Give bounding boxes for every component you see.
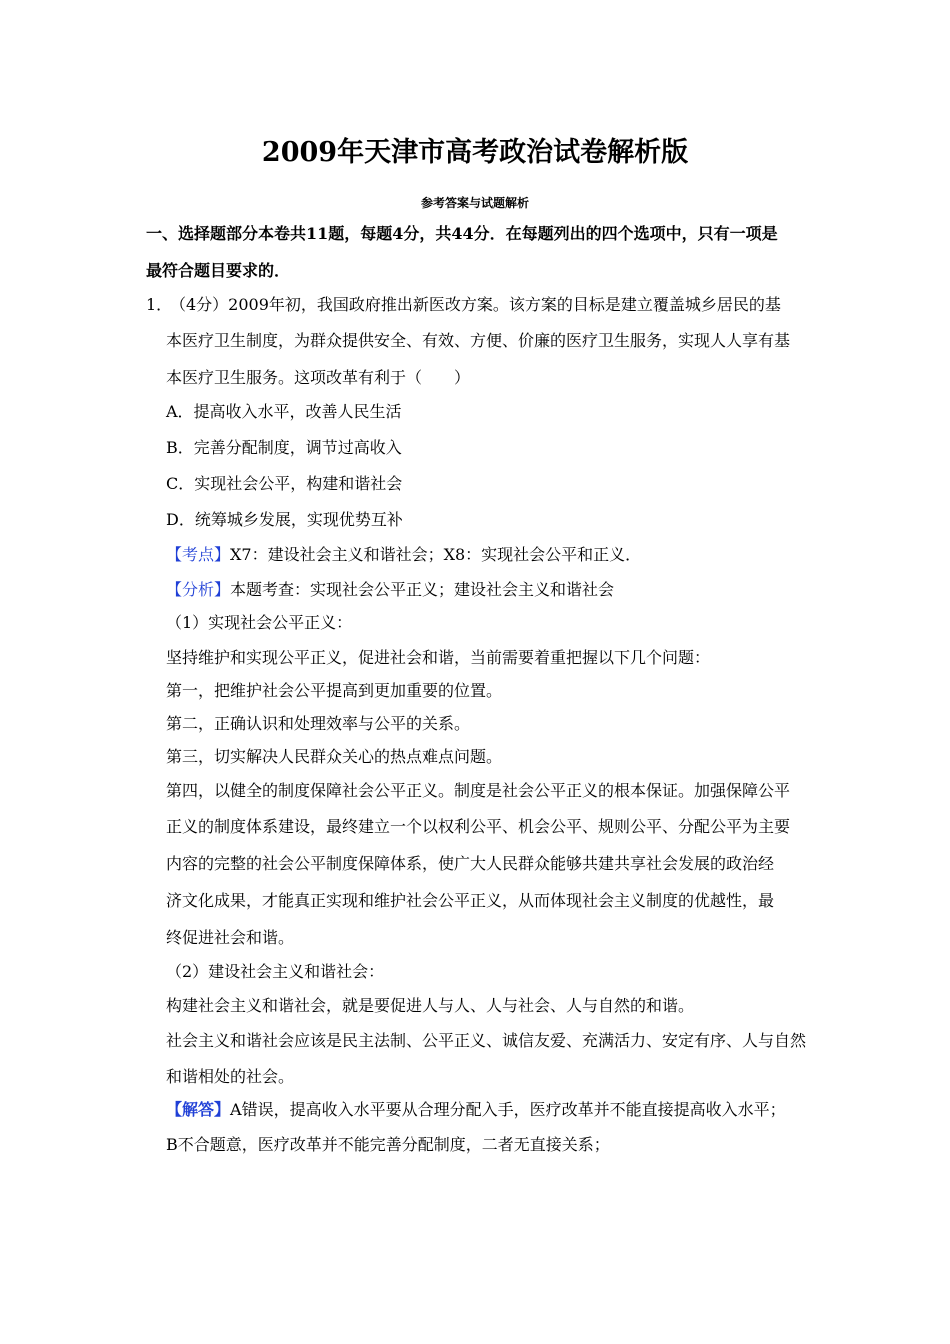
section-heading-line-1: 一、选择题部分本卷共11题，每题4分，共44分．在每题列出的四个选项中，只有一项是 — [146, 224, 778, 243]
option-b: B．完善分配制度，调节过高收入 — [166, 438, 402, 457]
kaodian-text: X7：建设社会主义和谐社会；X8：实现社会公平和正义． — [230, 545, 642, 564]
analysis-line: 第一，把维护社会公平提高到更加重要的位置。 — [166, 681, 503, 700]
fenxi-line — [166, 580, 614, 600]
kaodian-line — [166, 545, 641, 565]
option-c: C．实现社会公平，构建和谐社会 — [166, 474, 403, 493]
analysis-line: 坚持维护和实现公平正义，促进社会和谐，当前需要着重把握以下几个问题： — [166, 648, 711, 667]
question-stem-line-1: （4分）2009年初，我国政府推出新医改方案。该方案的目标是建立覆盖城乡居民的基 — [170, 295, 781, 314]
analysis-line: 内容的完整的社会公平制度保障体系，使广大人民群众能够共建共享社会发展的政治经 — [166, 854, 775, 873]
section-heading-line-2: 最符合题目要求的． — [146, 261, 291, 280]
analysis-line: 第二，正确认识和处理效率与公平的关系。 — [166, 714, 471, 733]
page-title: 2009年天津市高考政治试卷解析版 — [261, 137, 689, 168]
analysis-line: 社会主义和谐社会应该是民主法制、公平正义、诚信友爱、充满活力、安定有序、人与自然 — [166, 1031, 807, 1050]
analysis-line: 正义的制度体系建设，最终建立一个以权利公平、机会公平、规则公平、分配公平为主要 — [166, 817, 791, 836]
fenxi-tag: 【分析】 — [166, 580, 231, 599]
analysis-line: 和谐相处的社会。 — [166, 1067, 295, 1086]
fenxi-text: 本题考查：实现社会公平正义；建设社会主义和谐社会 — [230, 580, 615, 599]
jieda-text: A错误，提高收入水平要从合理分配入手，医疗改革并不能直接提高收入水平； — [230, 1100, 786, 1119]
question-stem-line-2: 本医疗卫生制度，为群众提供安全、有效、方便、价廉的医疗卫生服务，实现人人享有基 — [166, 331, 791, 350]
option-d: D．统筹城乡发展，实现优势互补 — [166, 510, 403, 529]
question-stem-line-3: 本医疗卫生服务。这项改革有利于（ ） — [166, 368, 471, 387]
kaodian-tag: 【考点】 — [166, 545, 231, 564]
analysis-line: 第四，以健全的制度保障社会公平正义。制度是社会公平正义的根本保证。加强保障公平 — [166, 781, 791, 800]
question-number: 1． — [146, 295, 173, 314]
jieda-line — [166, 1100, 786, 1120]
analysis-line: 构建社会主义和谐社会，就是要促进人与人、人与社会、人与自然的和谐。 — [166, 996, 695, 1015]
analysis-line: （1）实现社会公平正义： — [166, 613, 353, 632]
analysis-line: 济文化成果，才能真正实现和维护社会公平正义，从而体现社会主义制度的优越性，最 — [166, 891, 775, 910]
page-subtitle: 参考答案与试题解析 — [420, 196, 529, 210]
jieda-line-2: B不合题意，医疗改革并不能完善分配制度，二者无直接关系； — [166, 1135, 610, 1154]
analysis-line: 终促进社会和谐。 — [166, 928, 295, 947]
analysis-line: （2）建设社会主义和谐社会： — [166, 962, 385, 981]
analysis-line: 第三，切实解决人民群众关心的热点难点问题。 — [166, 747, 503, 766]
jieda-tag: 【解答】 — [166, 1100, 231, 1119]
option-a: A．提高收入水平，改善人民生活 — [166, 402, 402, 421]
